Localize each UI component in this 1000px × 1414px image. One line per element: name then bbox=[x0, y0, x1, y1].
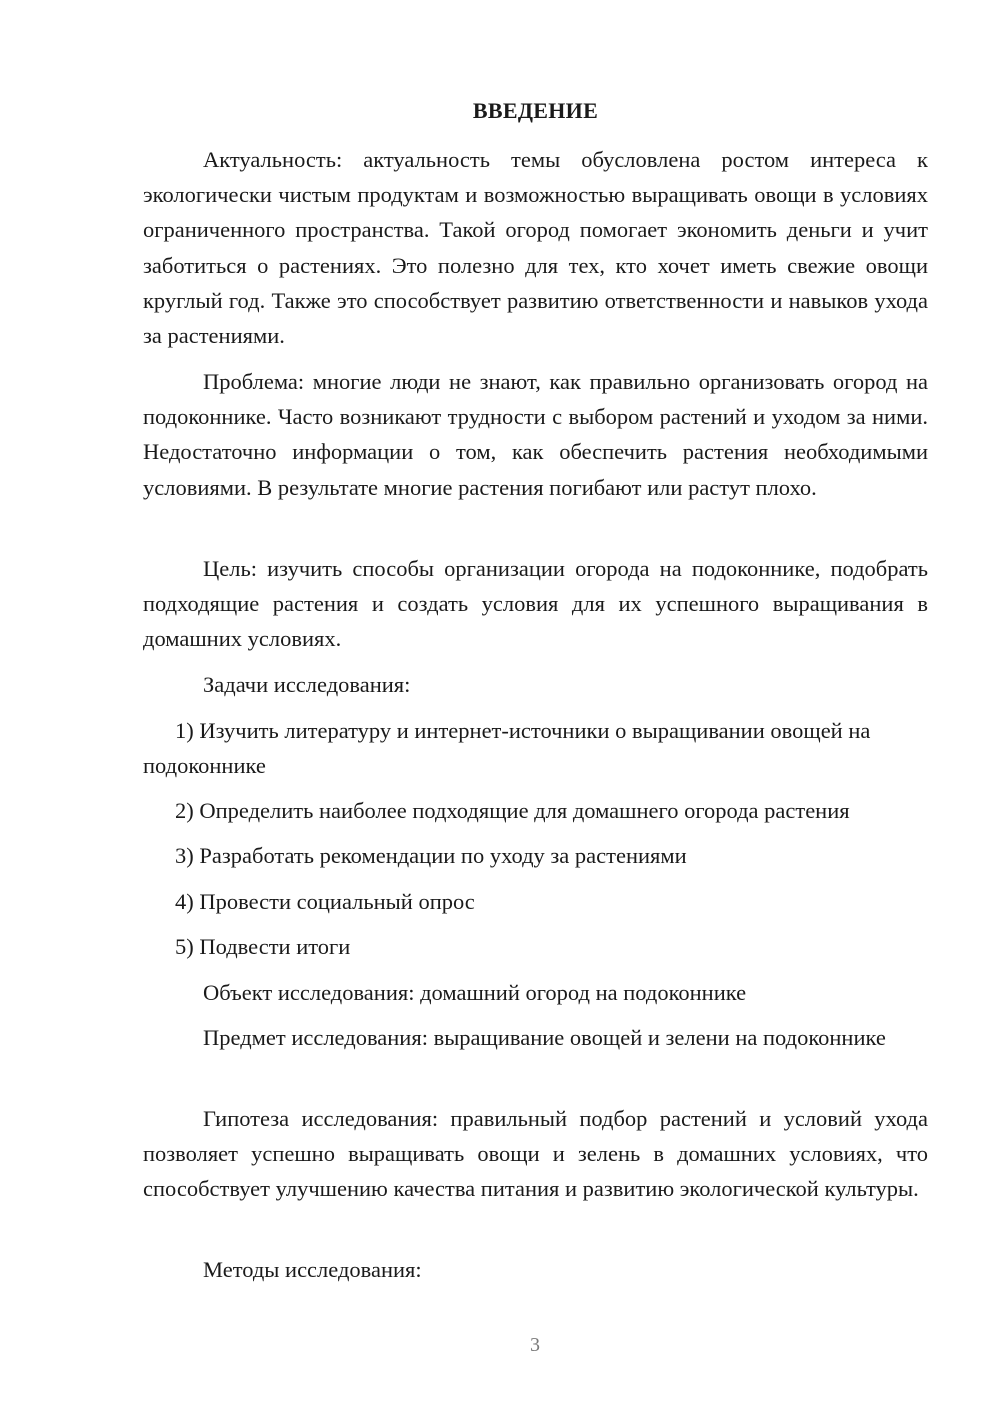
paragraph-goal: Цель: изучить способы организации огорода на подоконнике, подобрать подходящие растения и создать условия для их успешного выращивания в домашних условиях. bbox=[143, 556, 928, 652]
paragraph-object: Объект исследования: домашний огород на подоконнике bbox=[203, 980, 747, 1005]
task-item-3: 3) Разработать рекомендации по уходу за растениями bbox=[175, 843, 687, 868]
paragraph-problem: Проблема: многие люди не знают, как правильно организовать огород на подоконнике. Часто возникают трудности с выбором растений и уходом за ними. Недостаточно информации о том, как обеспечить растения необходимыми условиями. В результате многие растения погибают или растут плохо. bbox=[143, 369, 928, 500]
paragraph-methods: Методы исследования: bbox=[203, 1257, 422, 1282]
task-item-2: 2) Определить наиболее подходящие для домашнего огорода растения bbox=[175, 798, 850, 823]
task-item-1: 1) Изучить литературу и интернет-источники о выращивании овощей на подоконнике bbox=[143, 718, 871, 779]
task-item-4: 4) Провести социальный опрос bbox=[175, 889, 475, 914]
paragraph-subject: Предмет исследования: выращивание овощей и зелени на подоконнике bbox=[203, 1025, 886, 1050]
task-item-5: 5) Подвести итоги bbox=[175, 934, 351, 959]
paragraph-relevance: Актуальность: актуальность темы обусловлена ростом интереса к экологически чистым продуктам и возможностью выращивать овощи в условиях ограниченного пространства. Такой огород помогает экономить деньги и учит заботиться о растениях. Это полезно для тех, кто хочет иметь свежие овощи круглый год. Также это способствует развитию ответственности и навыков ухода за растениями. bbox=[143, 147, 928, 349]
paragraph-hypothesis: Гипотеза исследования: правильный подбор растений и условий ухода позволяет успешно выращивать овощи и зелень в домашних условиях, что способствует улучшению качества питания и развитию экологической культуры. bbox=[143, 1106, 928, 1202]
page-title: ВВЕДЕНИЕ bbox=[472, 98, 599, 123]
paragraph-tasks-heading: Задачи исследования: bbox=[203, 672, 411, 697]
page-number: 3 bbox=[530, 1334, 540, 1356]
